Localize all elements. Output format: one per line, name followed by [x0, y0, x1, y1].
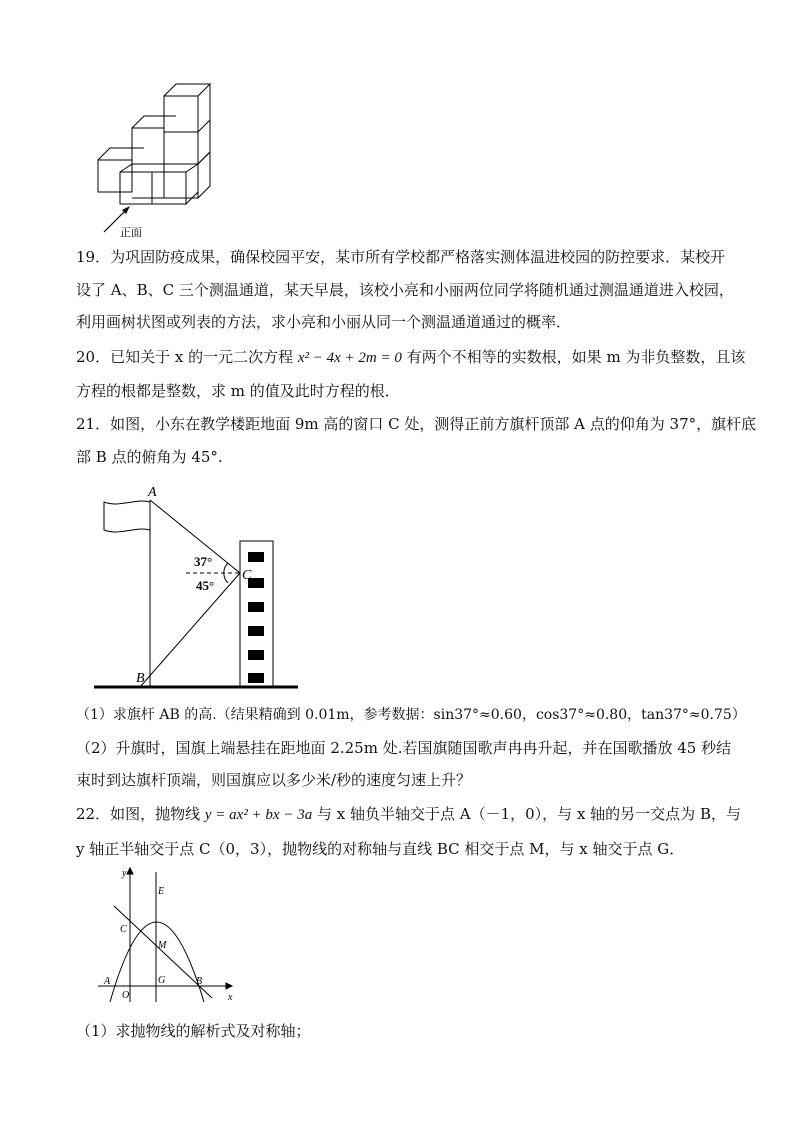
label-C: C — [242, 568, 252, 583]
q21-sub2b: 束时到达旗杆顶端，则国旗应以多少米/秒的速度匀速上升？ — [76, 771, 472, 789]
q19-line3: 利用画树状图或列表的方法，求小亮和小丽从同一个测温通道通过的概率． — [76, 313, 572, 331]
label-y: y — [122, 868, 127, 879]
q22-text-pre: 22．如图，抛物线 — [76, 805, 201, 823]
flagpole-figure — [90, 480, 310, 695]
q21-sub1: （1）求旗杆 AB 的高.（结果精确到 0.01m，参考数据：sin37°≈0.60，cos37°≈0.80，tan37°≈0.75） — [76, 707, 746, 723]
label-A: A — [148, 485, 157, 500]
label-B: B — [196, 976, 203, 987]
label-B: B — [136, 671, 145, 686]
label-C: C — [120, 924, 127, 935]
q19-line1: 19．为巩固防疫成果，确保校园平安，某市所有学校都严格落实测体温进校园的防控要求．某校开 — [76, 248, 726, 266]
label-E: E — [158, 886, 165, 897]
q20-equation: x² − 4x + 2m = 0 — [297, 350, 402, 366]
q21-sub2a: （2）升旗时，国旗上端悬挂在距地面 2.25m 处.若国旗随国歌声冉冉升起，并在国歌播放 45 秒结 — [76, 739, 732, 757]
cube-stack-figure — [90, 80, 230, 240]
q22-sub1: （1）求抛物线的解析式及对称轴； — [76, 1022, 311, 1040]
q22-line1 — [76, 803, 741, 826]
label-x: x — [228, 992, 233, 1003]
q20-text-post: 有两个不相等的实数根，如果 m 为非负整数，且该 — [406, 348, 746, 366]
q21-line2: 部 B 点的俯角为 45°. — [76, 448, 223, 466]
q22-text-post: 与 x 轴负半轴交于点 A（－1，0），与 x 轴的另一交点为 B，与 — [317, 805, 741, 823]
front-label: 正面 — [120, 226, 142, 239]
angle-37: 37° — [194, 554, 213, 569]
q21-line1: 21．如图，小东在教学楼距地面 9m 高的窗口 C 处，测得正前方旗杆顶部 A 点的仰角为 37°，旗杆底 — [76, 415, 757, 433]
angle-45: 45° — [196, 578, 215, 593]
q22-line2: y 轴正半轴交于点 C（0，3），抛物线的对称轴与直线 BC 相交于点 M，与 x 轴交于点 G． — [76, 840, 685, 858]
q20-line1 — [76, 346, 746, 369]
q20-text-pre: 20．已知关于 x 的一元二次方程 — [76, 348, 294, 366]
q22-equation: y = ax² + bx − 3a — [204, 807, 313, 823]
q19-line2: 设了 A、B、C 三个测温通道，某天早晨，该校小亮和小丽两位同学将随机通过测温通道进入校园， — [76, 281, 734, 299]
label-M: M — [158, 940, 167, 951]
q20-line2: 方程的根都是整数，求 m 的值及此时方程的根． — [76, 382, 400, 400]
label-G: G — [158, 975, 166, 986]
label-O: O — [122, 990, 130, 1001]
parabola-figure — [90, 862, 240, 1007]
label-A: A — [104, 976, 111, 987]
